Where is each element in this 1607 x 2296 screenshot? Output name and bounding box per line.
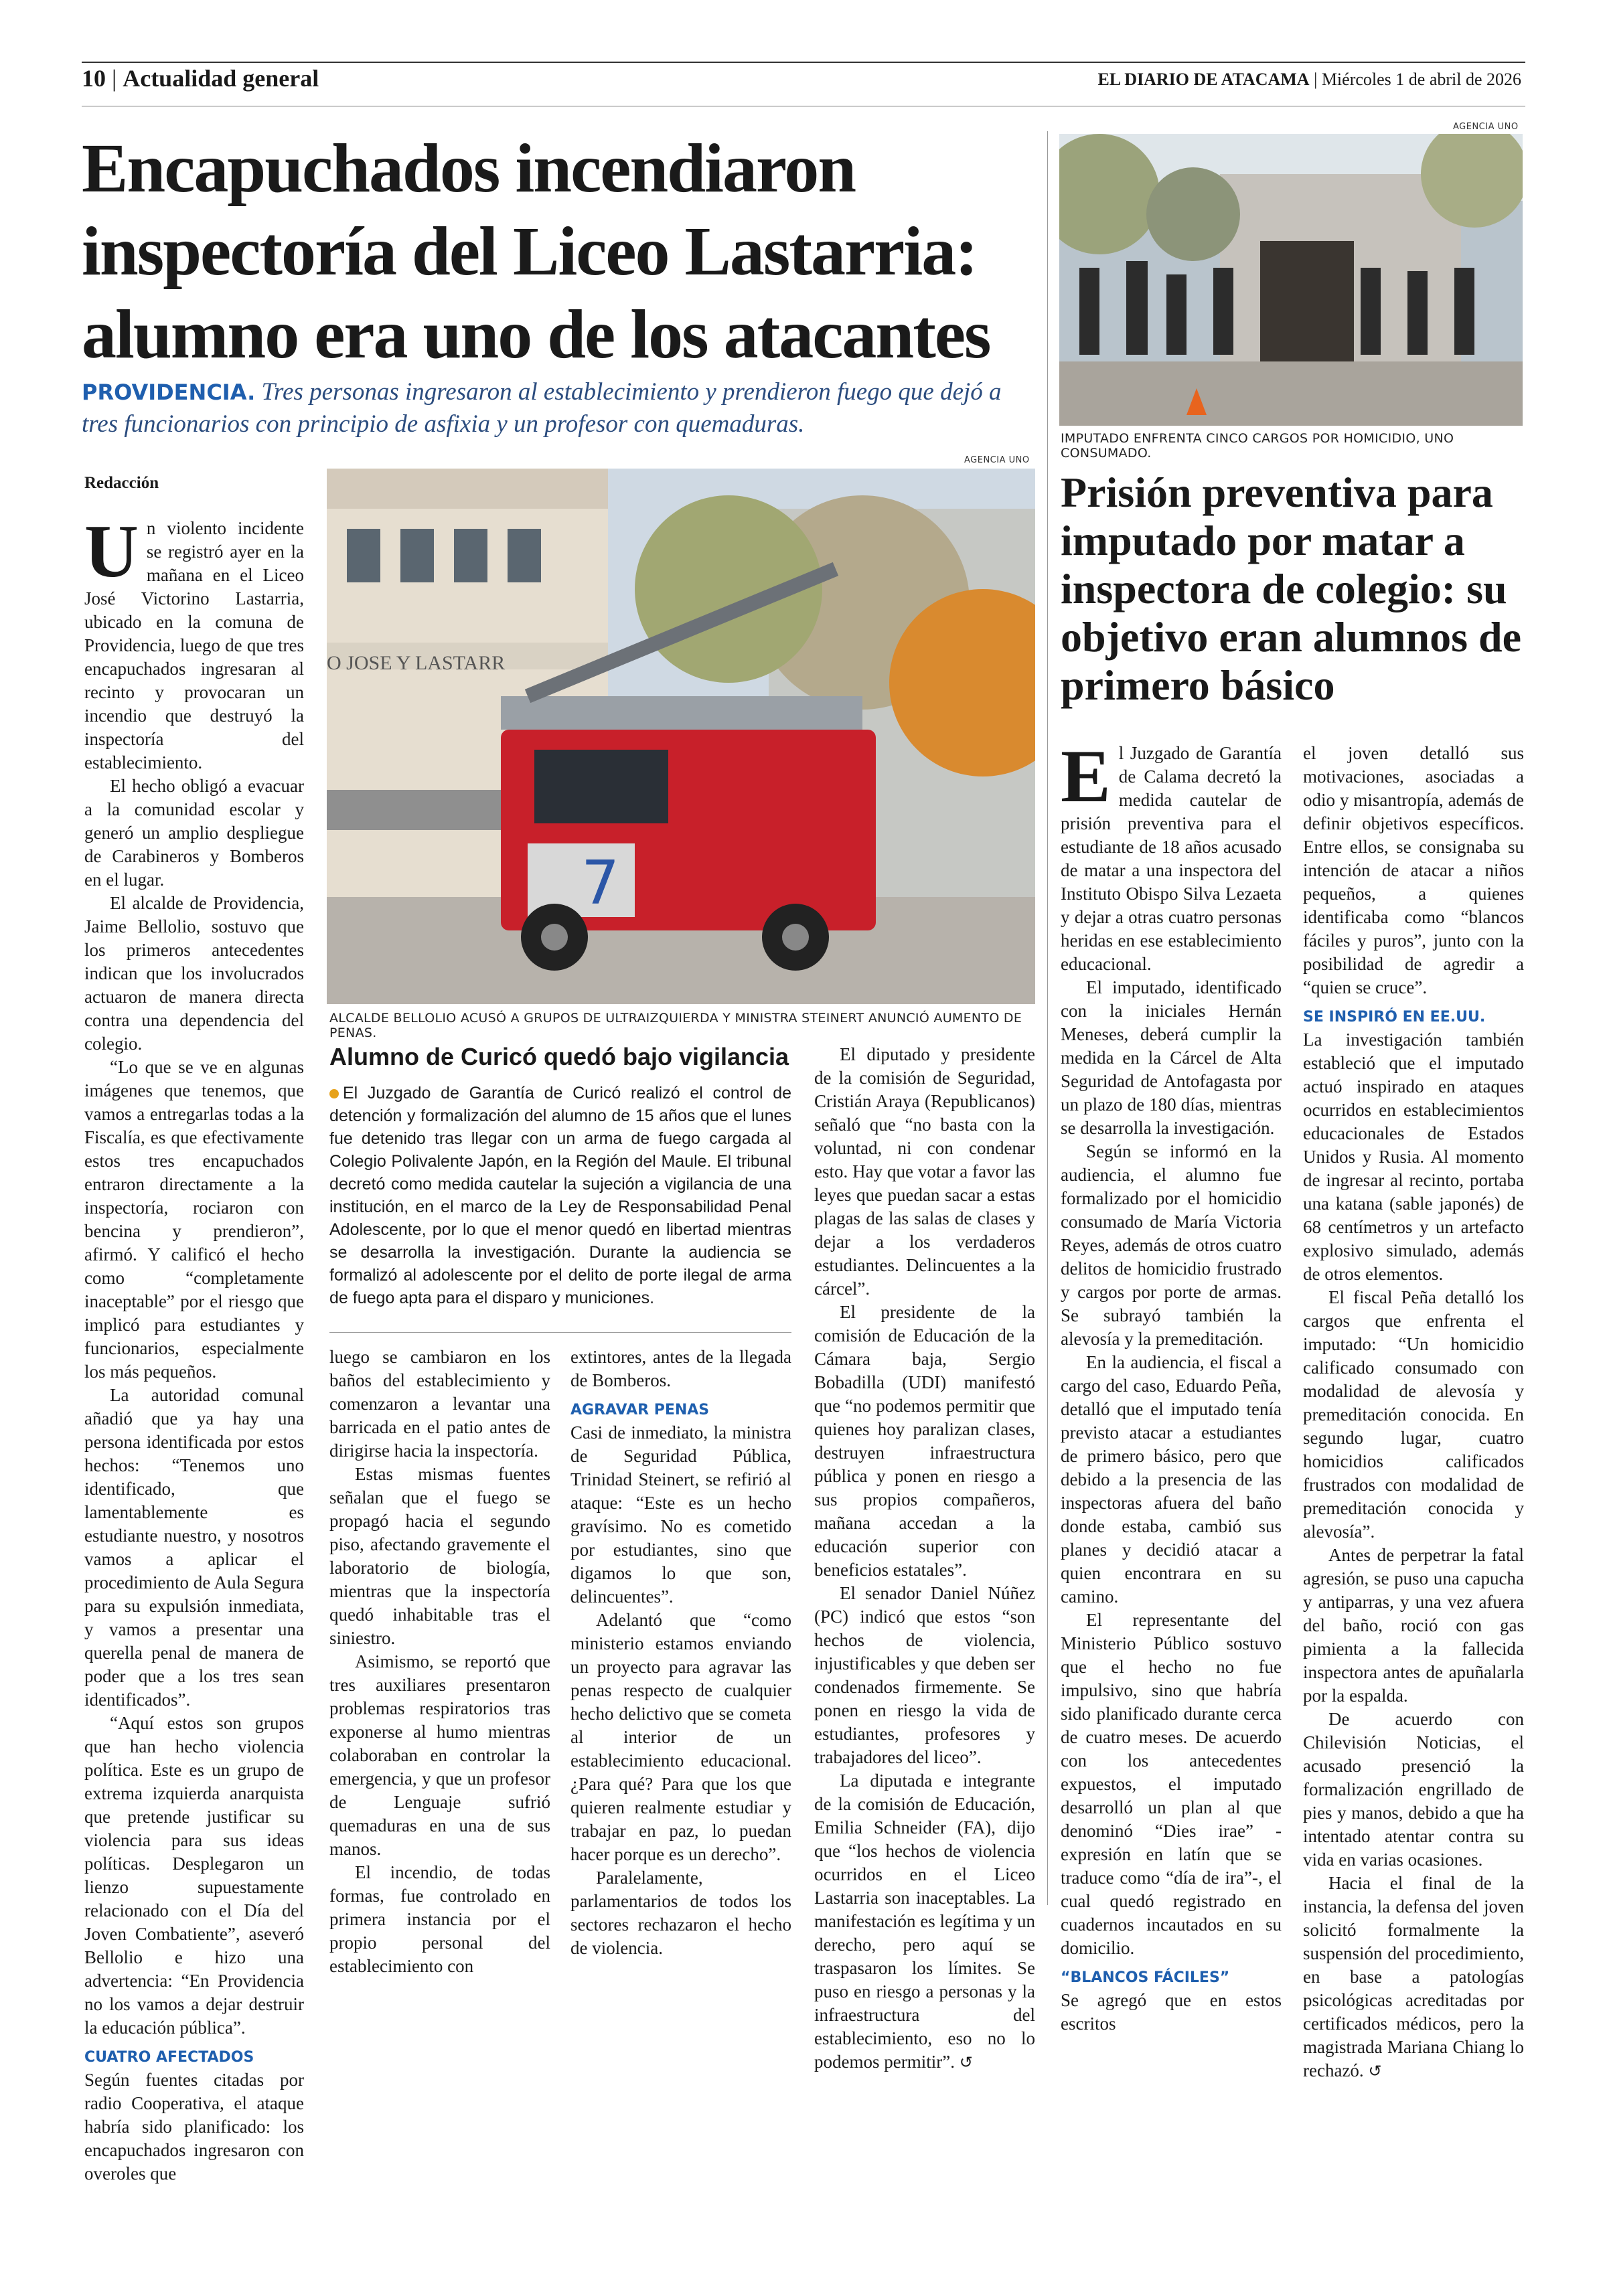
paragraph: Estas mismas fuentes señalan que el fuego se propagó hacia el segundo piso, afectando gravemente el laboratorio de biología, mientras que la inspectoría quedó inhabitable tras el siniestro. <box>329 1464 550 1648</box>
main-col-3 <box>570 1345 791 1960</box>
lead-text: Tres personas ingresaron al establecimiento y prendieron fuego que dejó a tres funcionarios con principio de asfixia y un profesor con quemaduras. <box>82 378 1002 438</box>
paragraph: Según se informó en la audiencia, el alumno fue formalizado por el homicidio consumado de María Victoria Reyes, además de otros cuatro delitos de homicidio frustrado y cargos por porte de armas. Se subrayó también la alevosía y la premeditación. <box>1061 1141 1282 1349</box>
end-mark-icon: ↺ <box>1368 2062 1382 2080</box>
main-col-1 <box>84 510 304 2186</box>
paragraph: Adelantó que “como ministerio estamos enviando un proyecto para agravar las penas respecto de cualquier hecho delictivo que se cometa al interior de un establecimiento educacional. ¿Para qué? Para que los que quieren realmente estudiar y trabajar en paz, lo puedan hacer porque es un derecho”. <box>570 1610 791 1864</box>
main-headline: Encapuchados incendiaron inspectoría del Liceo Lastarria: alumno era uno de los atacantes <box>82 130 990 373</box>
section-title: Actualidad general <box>123 65 319 92</box>
subheading-se-inspiro: SE INSPIRÓ EN EE.UU. <box>1303 1009 1486 1026</box>
paragraph: La autoridad comunal añadió que ya hay una persona identificada por estos hechos: “Tenemos uno identificado, que lamentablemente es estudiante nuestro, y nosotros vamos a aplicar el procedimiento de Aula Segura para su expulsión inmediata, y vamos a presentar una querella penal de manera de poder que a los tres sean identificados”. <box>84 1385 304 1710</box>
paragraph: extintores, antes de la llegada de Bomberos. <box>570 1347 791 1390</box>
main-col-2 <box>329 1345 550 1978</box>
school-entrance-illustration <box>1059 134 1523 426</box>
paragraph: El alcalde de Providencia, Jaime Bellolio, sostuvo que los primeros antecedentes indican que los involucrados actuaron de manera directa contra una dependencia del colegio. <box>84 893 304 1054</box>
lead-location: PROVIDENCIA. <box>82 380 256 405</box>
subheading-agravar-penas: AGRAVAR PENAS <box>570 1402 710 1418</box>
side-drop-cap: E <box>1061 735 1111 818</box>
paragraph: El fiscal Peña detalló los cargos que enfrenta el imputado: “Un homicidio calificado consumado con modalidad de alevosía y premeditación conocida. En segundo lugar, cuatro homicidios calificados frustrados con modalidad de premeditación conocida y alevosía”. <box>1303 1287 1524 1542</box>
subheading-blancos-faciles: “BLANCOS FÁCILES” <box>1061 1969 1230 1986</box>
box-text-wrap <box>329 1082 791 1309</box>
paragraph: La investigación también estableció que el imputado actuó inspirado en ataques ocurridos en establecimientos educacionales de Estados Unidos y Rusia. Al momento de ingresar al recinto, portaba una katana (sable japonés) de 68 centímetros y un artefacto explosivo simulado, además de otros elementos. <box>1303 1030 1524 1284</box>
box-title: Alumno de Curicó quedó bajo vigilancia <box>329 1043 789 1070</box>
paragraph: n violento incidente se registró ayer en la mañana en el Liceo José Victorino Lastarria, ubicado en la comuna de Providencia, luego de que tres encapuchados ingresaran al recinto y provocaran un incendio que destruyó la inspectoría del establecimiento. <box>84 518 304 772</box>
side-col-2 <box>1303 742 1524 2082</box>
page-header-right: EL DIARIO DE ATACAMA | Miércoles 1 de abril de 2026 <box>1097 70 1521 89</box>
paragraph: “Lo que se ve en algunas imágenes que tenemos, que vamos a entregarlas todas a la Fiscalía, es que efectivamente estos tres encapuchados entraron directamente a la inspectoría, rociaron con bencina y prendieron”, afirmó. Y calificó el hecho como “completamente inaceptable” por el riesgo que implicó para estudiantes y funcionarios, especialmente los más pequeños. <box>84 1057 304 1382</box>
paragraph: Asimismo, se reportó que tres auxiliares presentaron problemas respiratorios tras exponerse al humo mientras colaboraban en controlar la emergencia, y que un profesor de Lenguaje sufrió quemaduras en una de sus manos. <box>329 1651 550 1859</box>
svg-text:7: 7 <box>581 848 620 918</box>
main-photo-credit: AGENCIA UNO <box>964 455 1030 465</box>
issue-date: Miércoles 1 de abril de 2026 <box>1321 70 1521 89</box>
newspaper-name: EL DIARIO DE ATACAMA <box>1097 70 1310 89</box>
main-col-4 <box>814 1043 1035 2074</box>
main-photo <box>327 469 1035 1004</box>
paragraph: el joven detalló sus motivaciones, asociadas a odio y misantropía, además de definir objetivos específicos. Entre ellos, se consignaba su intención de atacar a niños pequeños, a quienes identificaba como “blancos fáciles y puros”, junto con la posibilidad de agredir a “quien se cruce”. <box>1303 743 1524 997</box>
side-photo-caption: IMPUTADO ENFRENTA CINCO CARGOS POR HOMICIDIO, UNO CONSUMADO. <box>1061 431 1454 461</box>
main-photo-caption: ALCALDE BELLOLIO ACUSÓ A GRUPOS DE ULTRAIZQUIERDA Y MINISTRA STEINERT ANUNCIÓ AUMENTO DE PENAS. <box>329 1011 1022 1040</box>
drop-cap: U <box>84 510 139 593</box>
end-mark-icon: ↺ <box>959 2053 973 2072</box>
paragraph: De acuerdo con Chilevisión Noticias, el acusado presenció la formalización engrillado de pies y manos, debido a que ha intentado atentar contra su vida en varias ocasiones. <box>1303 1709 1524 1870</box>
paragraph <box>814 1769 1035 2074</box>
paragraph: Según fuentes citadas por radio Cooperativa, el ataque habría sido planificado: los encapuchados ingresaron con overoles que <box>84 2070 304 2184</box>
paragraph: El presidente de la comisión de Educación de la Cámara baja, Sergio Bobadilla (UDI) manifestó que “no podemos permitir que quienes hoy paralizan clases, destruyen infraestructura pública y ponen en riesgo a sus propios compañeros, mañana accedan a la educación superior con beneficios estatales”. <box>814 1302 1035 1580</box>
fire-truck-illustration <box>327 469 1035 1004</box>
paragraph: Casi de inmediato, la ministra de Seguridad Pública, Trinidad Steinert, se refirió al ataque: “Este es un hecho gravísimo. No es cometido por estudiantes, sino que digamos lo que son, delincuentes”. <box>570 1422 791 1607</box>
paragraph: Antes de perpetrar la fatal agresión, se puso una capucha y antiparras, y una vez afuera del baño, roció con gas pimienta a la fallecida inspectora antes de apuñalarla por la espalda. <box>1303 1545 1524 1706</box>
byline: Redacción <box>84 474 159 492</box>
paragraph <box>1303 1872 1524 2082</box>
page-number: 10 <box>82 65 106 92</box>
paragraph: El senador Daniel Núñez (PC) indicó que estos “son hechos de violencia, injustificables y que deben ser condenados firmemente. Se ponen en riesgo la vida de estudiantes, profesores y trabajadores del liceo”. <box>814 1583 1035 1767</box>
svg-text:O JOSE Y LASTARR: O JOSE Y LASTARR <box>327 652 506 674</box>
paragraph-text: La diputada e integrante de la comisión de Educación, Emilia Schneider (FA), dijo que “los hechos de violencia ocurridos en el Liceo Lastarria son inaceptables. La manifestación es legítima y un derecho, pero aquí se traspasaron los límites. Se puso en riesgo a personas y la infraestructura del establecimiento, eso no lo podemos permitir”. <box>814 1771 1035 2072</box>
side-headline: Prisión preventiva para imputado por matar a inspectora de colegio: su objetivo eran alumnos de primero básico <box>1061 469 1521 709</box>
box-text: El Juzgado de Garantía de Curicó realizó el control de detención y formalización del alumno de 15 años que el lunes fue detenido tras llegar con un arma de fuego cargada al Colegio Polivalente Japón, en la Región del Maule. El tribunal decretó como medida cautelar la sujeción a vigilancia de una institución, en el marco de la Ley de Responsabilidad Penal Adolescente, por lo que el menor quedó en libertad mientras se desarrolla la investigación. Durante la audiencia se formalizó al adolescente por el delito de porte ilegal de arma de fuego apta para el disparo y municiones. <box>329 1084 791 1307</box>
paragraph-text: Hacia el final de la instancia, la defensa del joven solicitó formalmente la suspensión del procedimiento, en base a patologías psicológicas acreditadas por certificados médicos, pero la magistrada Mariana Chiang lo rechazó. <box>1303 1873 1524 2080</box>
side-col-1 <box>1061 735 1282 2036</box>
curico-box <box>329 1043 791 1309</box>
paragraph: “Aquí estos son grupos que han hecho violencia política. Este es un grupo de extrema izquierda anarquista que pretende justificar su violencia para sus ideas políticas. Desplegaron un lienzo supuestamente relacionado con el Día del Joven Combatiente”, aseveró Bellolio e hizo una advertencia: “En Providencia no los vamos a dejar destruir la educación pública”. <box>84 1713 304 2038</box>
paragraph: En la audiencia, el fiscal a cargo del caso, Eduardo Peña, detalló que el imputado tenía previsto atacar a estudiantes de primero básico, pero que debido a la presencia de las inspectoras afuera del baño donde estaba, cambió sus planes y decidió atacar a quien encontrara en su camino. <box>1061 1352 1282 1607</box>
paragraph: luego se cambiaron en los baños del establecimiento y comenzaron a levantar una barricada en el patio antes de dirigirse hacia la inspectoría. <box>329 1347 550 1461</box>
side-photo-credit: AGENCIA UNO <box>1453 122 1519 132</box>
page-header-left: 10 | Actualidad general <box>82 65 319 92</box>
paragraph: El imputado, identificado con la iniciales Hernán Meneses, deberá cumplir la medida en la Cárcel de Alta Seguridad de Antofagasta por un plazo de 180 días, mientras se desarrolla la investigación. <box>1061 977 1282 1138</box>
paragraph: El representante del Ministerio Público sostuvo que el hecho no fue impulsivo, sino que habría sido planificado durante cerca de cuatro meses. De acuerdo con los antecedentes expuestos, el imputado desarrolló un plan al que denominó “Dies irae” -expresión en latín que se traduce como “día de ira”-, el cual quedó registrado en cuadernos incautados en su domicilio. <box>1061 1610 1282 1958</box>
paragraph: l Juzgado de Garantía de Calama decretó la medida cautelar de prisión preventiva para el estudiante de 18 años acusado de matar a una inspectora del Instituto Obispo Silva Lezaeta y dejar a otras cuatro personas heridas en ese establecimiento educacional. <box>1061 743 1282 974</box>
main-lead <box>82 376 1032 440</box>
paragraph: El hecho obligó a evacuar a la comunidad escolar y generó un amplio despliegue de Carabineros y Bomberos en el lugar. <box>84 776 304 890</box>
paragraph: El diputado y presidente de la comisión de Seguridad, Cristián Araya (Republicanos) señaló que “no basta con la voluntad, ni con condenar esto. Hay que votar a favor las leyes que puedan sacar a estas plagas de las salas de clases y dejar a los verdaderos estudiantes. Delincuentes a la cárcel”. <box>814 1044 1035 1299</box>
subheading-cuatro-afectados: CUATRO AFECTADOS <box>84 2049 254 2066</box>
side-photo <box>1059 134 1523 426</box>
paragraph: Se agregó que en estos escritos <box>1061 1990 1282 2034</box>
paragraph: El incendio, de todas formas, fue controlado en primera instancia por el propio personal del establecimiento con <box>329 1862 550 1976</box>
paragraph: Paralelamente, parlamentarios de todos los sectores rechazaron el hecho de violencia. <box>570 1868 791 1958</box>
bullet-icon <box>329 1089 339 1098</box>
